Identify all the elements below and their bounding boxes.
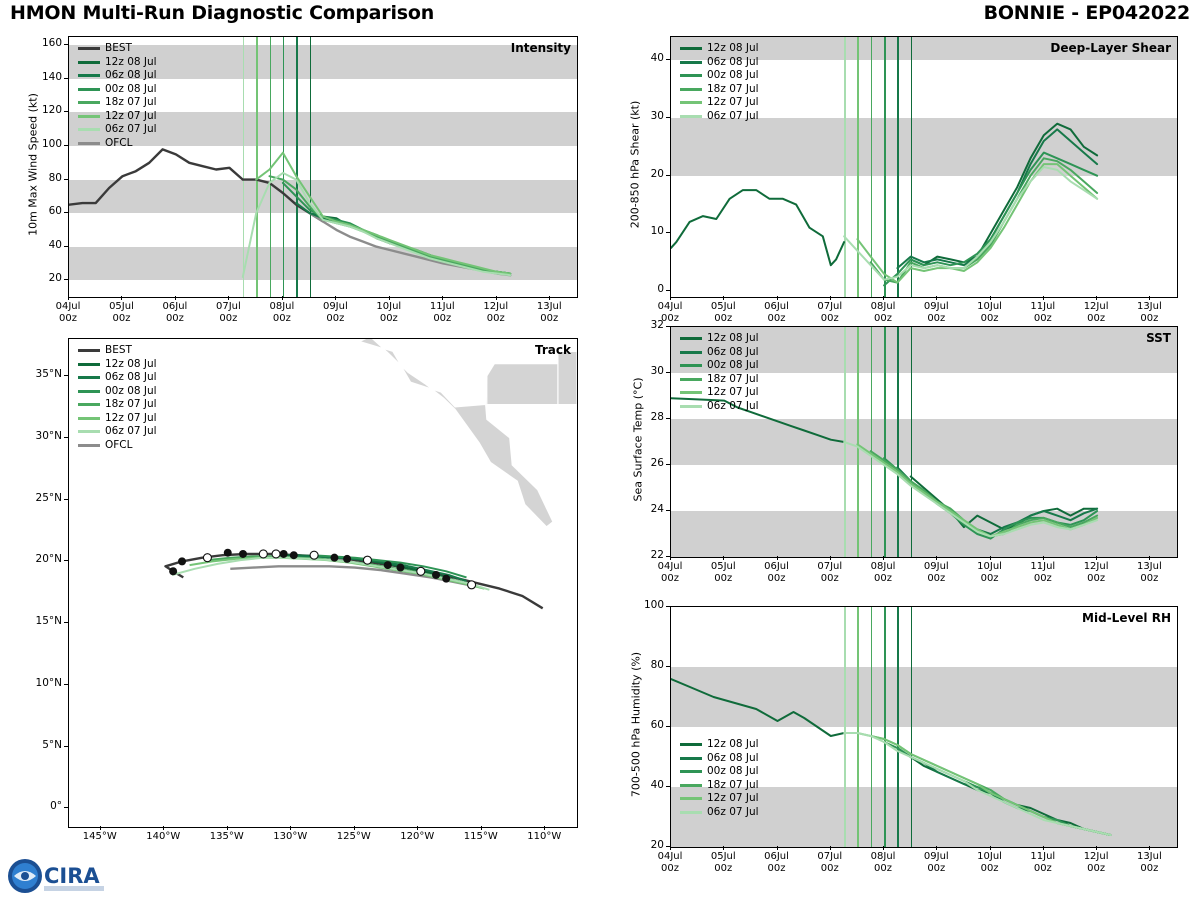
legend-label: 18z 07 Jul [707,82,759,95]
legend-swatch [680,743,702,746]
track-marker-open [417,567,425,575]
legend-item [78,123,157,137]
x-tick-mark [1096,556,1097,560]
legend-item [78,110,157,124]
x-tick-label: 13Jul 00z [1136,301,1162,324]
page-header [0,2,1200,28]
y-tick-label: 0 [657,283,664,296]
legend-swatch [680,797,702,800]
track-title: Track [535,343,571,357]
legend-label: 00z 08 Jul [105,384,157,397]
legend-item [680,806,759,820]
rh-title: Mid-Level RH [1082,611,1171,625]
legend-swatch [680,337,702,340]
y-tick-label: 22 [650,549,664,561]
legend-swatch [78,47,100,50]
legend-item [78,42,157,56]
legend-swatch [78,363,100,366]
legend-swatch [680,61,702,64]
legend-label: 18z 07 Jul [707,778,759,791]
x-tick-mark [830,556,831,560]
legend-item [78,69,157,83]
x-tick-label: 110°W [527,831,562,842]
x-tick-mark [549,296,550,300]
x-tick-mark [1043,846,1044,850]
y-tick-label: 24 [650,503,664,515]
x-tick-label: 05Jul 00z [710,851,736,874]
x-tick-mark [481,826,482,830]
x-tick-label: 130°W [273,831,308,842]
legend-item [680,373,759,387]
y-tick-label: 26 [650,457,664,469]
legend-swatch [680,770,702,773]
series-12z-07-jul [857,733,1110,835]
panel-rh [600,598,1200,898]
legend-label: BEST [105,42,132,54]
legend-item [680,765,759,779]
legend-label: OFCL [105,438,133,451]
panel-shear [600,28,1200,328]
x-tick-label: 06Jul 00z [764,561,789,584]
x-tick-label: 11Jul 00z [429,301,455,324]
y-tick-label: 40 [48,238,62,251]
legend-item [680,779,759,793]
legend-label: 12z 07 Jul [105,411,157,424]
track-marker-open [272,550,280,558]
x-tick-label: 13Jul 00z [1136,561,1162,584]
legend-item [680,752,759,766]
legend-item [680,56,759,70]
track-marker-open [363,556,371,564]
legend-label: 18z 07 Jul [707,372,759,385]
legend-swatch [78,142,100,145]
legend-label: 06z 07 Jul [105,123,157,135]
sst-legend [680,332,759,413]
x-tick-mark [1043,556,1044,560]
x-tick-label: 10Jul 00z [977,301,1002,324]
x-tick-mark [723,296,724,300]
x-tick-label: 04Jul 00z [55,301,81,324]
y-tick-label: 15°N [35,615,62,628]
legend-label: 12z 07 Jul [707,386,759,398]
series-06z-08-jul [897,129,1097,268]
legend-item [78,398,157,412]
x-tick-label: 05Jul 00z [710,561,736,584]
x-tick-label: 12Jul 00z [1083,301,1109,324]
x-tick-mark [777,846,778,850]
track-marker-filled [169,567,177,575]
track-marker-filled [330,554,338,562]
x-tick-mark [335,296,336,300]
x-tick-label: 11Jul 00z [1030,301,1056,324]
x-tick-mark [777,296,778,300]
legend-swatch [78,403,100,406]
track-marker-open [310,551,318,559]
x-tick-label: 11Jul 00z [1030,851,1056,874]
cira-logo [6,856,118,896]
y-tick-label: 40 [650,52,664,65]
x-tick-label: 145°W [82,831,117,842]
legend-item [680,96,759,110]
y-tick-label: 120 [41,104,62,117]
x-tick-mark [883,846,884,850]
series-00z-08-jul [884,742,1110,835]
legend-item [680,400,759,414]
x-tick-label: 08Jul 00z [269,301,295,324]
y-tick-label: 20 [650,167,664,180]
x-tick-label: 04Jul 00z [657,561,683,584]
track-marker-filled [384,561,392,569]
x-tick-mark [1149,296,1150,300]
series-analysis [671,679,844,736]
legend-item [78,83,157,97]
track-marker-open [259,550,267,558]
legend-swatch [680,757,702,760]
x-tick-label: 10Jul 00z [977,851,1002,874]
x-tick-label: 115°W [463,831,498,842]
x-tick-mark [1096,296,1097,300]
y-tick-label: 100 [643,599,664,611]
x-tick-label: 140°W [146,831,181,842]
legend-label: 06z 08 Jul [707,345,759,358]
x-tick-mark [389,296,390,300]
x-tick-label: 10Jul 00z [977,561,1002,584]
x-tick-mark [883,296,884,300]
x-tick-mark [100,826,101,830]
y-tick-label: 10°N [35,676,62,689]
legend-label: 06z 07 Jul [707,805,759,818]
x-tick-mark [282,296,283,300]
legend-label: 12z 08 Jul [707,738,759,750]
series-analysis [671,190,844,265]
track-marker-filled [432,571,440,579]
svg-text:CIRA: CIRA [44,864,100,888]
legend-label: 06z 08 Jul [105,371,157,383]
landmass-1 [486,351,577,404]
x-tick-label: 09Jul 00z [923,301,949,324]
x-tick-mark [227,826,228,830]
legend-swatch [680,115,702,118]
track-marker-filled [224,549,232,557]
x-tick-mark [883,556,884,560]
y-tick-label: 5°N [42,738,62,751]
x-tick-label: 08Jul 00z [870,301,896,324]
shear-y-axis-label: 200-850 hPa Shear (kt) [628,100,642,229]
shear-legend [680,42,759,123]
series-18z-07-jul [871,158,1097,282]
legend-swatch [78,61,100,64]
track-marker-filled [178,557,186,565]
border-line-0 [418,338,487,376]
legend-label: 18z 07 Jul [105,96,157,108]
x-tick-mark [936,296,937,300]
legend-item [78,439,157,453]
track-marker-filled [396,564,404,572]
series-12z-07-jul [256,153,510,274]
legend-label: 00z 08 Jul [707,359,759,371]
legend-label: 12z 07 Jul [707,792,759,804]
track-marker-filled [442,575,450,583]
x-tick-label: 07Jul 00z [817,301,843,324]
shear-title: Deep-Layer Shear [1050,41,1171,55]
x-tick-mark [228,296,229,300]
x-tick-label: 12Jul 00z [483,301,509,324]
intensity-title: Intensity [510,41,571,55]
y-tick-label: 32 [650,319,664,331]
series-06z-08-jul [897,748,1110,835]
legend-swatch [78,101,100,104]
legend-swatch [78,128,100,131]
legend-item [680,386,759,400]
x-tick-mark [670,556,671,560]
legend-item [78,412,157,426]
legend-swatch [680,74,702,77]
x-tick-mark [830,296,831,300]
legend-label: 06z 08 Jul [707,751,759,764]
y-tick-label: 30°N [35,429,62,442]
legend-item [680,359,759,373]
legend-label: 06z 08 Jul [707,55,759,68]
legend-label: 12z 08 Jul [707,42,759,54]
legend-label: 00z 08 Jul [707,69,759,81]
track-marker-open [468,581,476,589]
series-18z-07-jul [871,451,1097,536]
legend-swatch [78,349,100,352]
x-tick-label: 120°W [400,831,435,842]
x-tick-label: 06Jul 00z [764,851,789,874]
legend-item [680,738,759,752]
x-tick-label: 12Jul 00z [1083,851,1109,874]
legend-swatch [680,378,702,381]
intensity-y-axis-label: 10m Max Wind Speed (kt) [26,93,40,236]
legend-label: 06z 08 Jul [105,69,157,81]
legend-label: 12z 07 Jul [707,96,759,108]
y-tick-label: 20 [650,839,664,851]
x-tick-mark [163,826,164,830]
x-tick-mark [990,556,991,560]
track-marker-filled [280,550,288,558]
y-tick-label: 80 [48,171,62,184]
series-06z-07-jul [243,173,510,277]
legend-item [78,385,157,399]
x-tick-label: 04Jul 00z [657,301,683,324]
x-tick-label: 09Jul 00z [322,301,348,324]
x-tick-label: 08Jul 00z [870,561,896,584]
legend-swatch [680,391,702,394]
x-tick-mark [175,296,176,300]
x-tick-mark [830,846,831,850]
legend-swatch [680,811,702,814]
legend-item [78,96,157,110]
x-tick-mark [1096,846,1097,850]
x-tick-mark [68,296,69,300]
legend-label: 06z 07 Jul [707,109,759,122]
x-tick-label: 04Jul 00z [657,851,683,874]
x-tick-label: 12Jul 00z [1083,561,1109,584]
panel-sst [600,318,1200,598]
x-tick-label: 05Jul 00z [710,301,736,324]
legend-swatch [78,376,100,379]
legend-swatch [78,74,100,77]
page-title-right: BONNIE - EP042022 [983,2,1190,24]
legend-swatch [78,430,100,433]
x-tick-mark [670,296,671,300]
legend-label: 12z 08 Jul [105,55,157,68]
legend-label: 06z 07 Jul [105,425,157,437]
x-tick-mark [1149,556,1150,560]
x-tick-mark [496,296,497,300]
legend-item [680,110,759,124]
legend-swatch [78,417,100,420]
x-tick-mark [1043,296,1044,300]
legend-swatch [680,351,702,354]
x-tick-mark [354,826,355,830]
y-tick-label: 30 [650,109,664,122]
legend-label: 12z 07 Jul [105,109,157,122]
track-marker-filled [343,555,351,563]
legend-swatch [680,784,702,787]
series-06z-07-jul [844,167,1097,280]
legend-item [680,792,759,806]
y-tick-label: 30 [650,365,664,377]
y-tick-label: 80 [650,659,664,671]
rh-y-axis-label: 700-500 hPa Humidity (%) [629,651,643,798]
y-tick-label: 35°N [35,368,62,381]
x-tick-label: 135°W [209,831,244,842]
x-tick-mark [1149,846,1150,850]
legend-item [78,358,157,372]
legend-item [78,425,157,439]
legend-swatch [78,88,100,91]
legend-swatch [78,390,100,393]
intensity-legend [78,42,157,150]
legend-item [78,137,157,151]
x-tick-label: 06Jul 00z [162,301,188,324]
sst-y-axis-label: Sea Surface Temp (°C) [631,377,645,502]
x-tick-label: 11Jul 00z [1030,561,1056,584]
series-06z-08-jul [296,203,510,273]
y-tick-label: 10 [650,225,664,238]
legend-swatch [680,88,702,91]
legend-swatch [680,47,702,50]
x-tick-label: 125°W [336,831,371,842]
series-12z-08-jul [911,757,1111,835]
track-legend [78,344,157,452]
legend-label: BEST [105,344,132,356]
x-tick-label: 05Jul 00z [109,301,134,324]
legend-swatch [78,115,100,118]
x-tick-label: 07Jul 00z [817,851,843,874]
x-tick-label: 07Jul 00z [817,561,843,584]
legend-label: 12z 08 Jul [707,332,759,344]
y-tick-label: 100 [41,138,62,151]
y-tick-label: 40 [650,779,664,791]
x-tick-label: 08Jul 00z [870,851,896,874]
legend-item [78,371,157,385]
series-12z-08-jul [911,124,1097,266]
series-00z-08-jul [283,183,510,275]
x-tick-mark [544,826,545,830]
legend-item [680,83,759,97]
y-tick-label: 60 [48,205,62,218]
legend-label: 00z 08 Jul [105,82,157,95]
legend-item [680,332,759,346]
y-tick-label: 160 [41,37,62,50]
legend-item [680,346,759,360]
legend-item [680,69,759,83]
x-tick-mark [990,846,991,850]
x-tick-label: 13Jul 00z [1136,851,1162,874]
x-tick-mark [723,556,724,560]
legend-item [78,56,157,70]
page-title-left: HMON Multi-Run Diagnostic Comparison [10,2,435,24]
sst-title: SST [1146,331,1171,345]
track-marker-filled [239,550,247,558]
legend-label: 06z 07 Jul [707,399,759,412]
y-tick-label: 140 [41,70,62,83]
rh-legend [680,738,759,819]
x-tick-label: 07Jul 00z [216,301,241,324]
x-tick-mark [936,556,937,560]
x-tick-label: 13Jul 00z [536,301,562,324]
panel-track [0,330,600,870]
track-marker-filled [290,551,298,559]
legend-swatch [680,101,702,104]
x-tick-mark [777,556,778,560]
legend-swatch [78,444,100,447]
x-tick-mark [723,846,724,850]
legend-swatch [680,364,702,367]
x-tick-mark [442,296,443,300]
legend-label: 18z 07 Jul [105,398,157,410]
x-tick-label: 06Jul 00z [764,301,789,324]
y-tick-label: 28 [650,411,664,423]
x-tick-mark [290,826,291,830]
y-tick-label: 0° [50,800,62,813]
x-tick-mark [936,846,937,850]
x-tick-mark [121,296,122,300]
legend-swatch [680,405,702,408]
x-tick-label: 09Jul 00z [923,561,949,584]
y-tick-label: 20 [48,272,62,285]
x-tick-mark [417,826,418,830]
y-tick-label: 60 [650,719,664,731]
panel-intensity [0,28,600,328]
legend-item [78,344,157,358]
y-tick-label: 25°N [35,491,62,504]
track-marker-open [203,554,211,562]
legend-label: 12z 08 Jul [105,357,157,370]
series-12z-07-jul [857,164,1097,283]
legend-item [680,42,759,56]
x-tick-label: 09Jul 00z [923,851,949,874]
x-tick-label: 10Jul 00z [376,301,402,324]
x-tick-mark [990,296,991,300]
y-tick-label: 20°N [35,553,62,566]
legend-label: 00z 08 Jul [707,765,759,777]
legend-label: OFCL [105,136,133,149]
x-tick-mark [670,846,671,850]
